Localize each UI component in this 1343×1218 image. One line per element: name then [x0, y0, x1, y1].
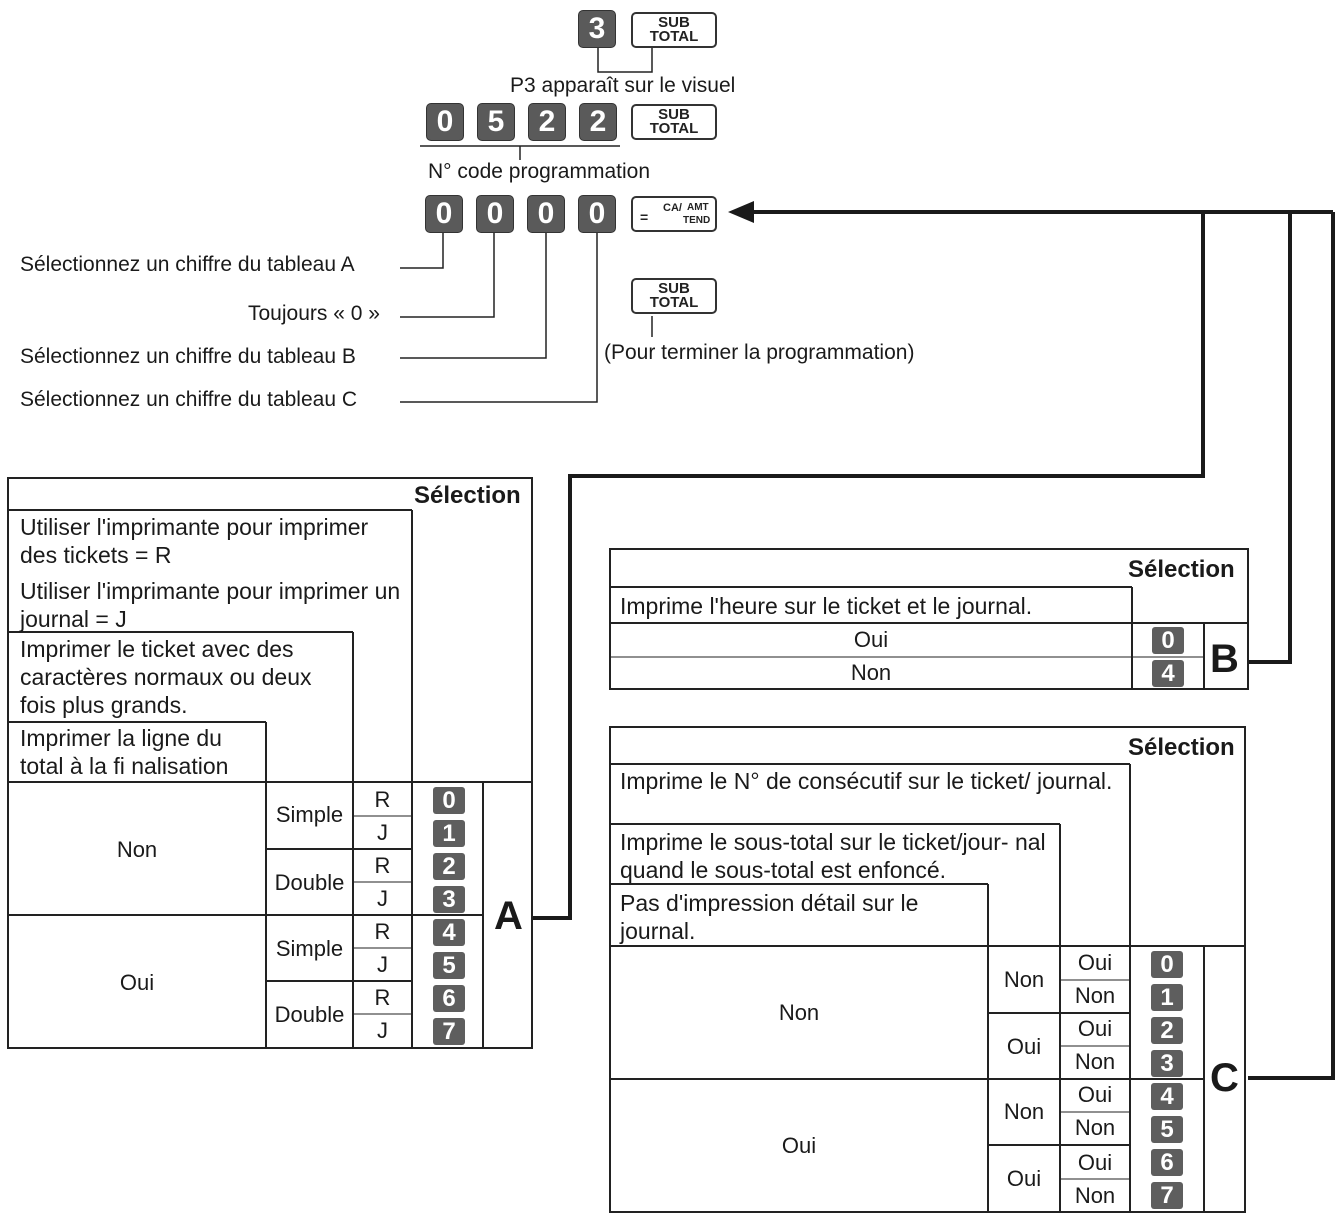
- table-a-q2: Imprimer le ticket avec des caractères normaux ou deux fois plus grands.: [20, 636, 312, 718]
- table-a-value: 1: [433, 820, 465, 847]
- key-2: 2: [579, 103, 617, 141]
- table-c-c: Oui: [1077, 950, 1113, 975]
- table-c-a-oui: Oui: [781, 1133, 817, 1158]
- table-a-q3: Imprimer la ligne du total à la fi nalisation: [20, 725, 229, 779]
- ca-key-tend: TEND: [683, 215, 711, 226]
- table-c-value: 4: [1151, 1083, 1183, 1110]
- callout-always-zero: Toujours « 0 »: [248, 302, 380, 325]
- table-b-value: 4: [1152, 660, 1184, 687]
- ca-key-amt: AMT: [687, 202, 709, 213]
- table-a-value: 5: [433, 952, 465, 979]
- callout-table-a: Sélectionnez un chiffre du tableau A: [20, 253, 355, 276]
- table-a-value: 4: [433, 919, 465, 946]
- table-c-q2: Imprime le sous-total sur le ticket/jour- nal quand le sous-total est enfoncé.: [620, 829, 1046, 883]
- table-a-size-double: Double: [274, 1002, 345, 1027]
- subtotal-key-line2: TOTAL: [649, 294, 699, 311]
- table-b-oui: Oui: [853, 627, 889, 652]
- table-a-value: 0: [433, 787, 465, 814]
- table-c-value: 5: [1151, 1116, 1183, 1143]
- table-b-q1: Imprime l'heure sur le ticket et le journal.: [620, 593, 1033, 619]
- table-c-header: Sélection: [1128, 734, 1235, 761]
- table-a-rj: J: [377, 1018, 388, 1043]
- key-0: 0: [425, 195, 463, 233]
- ca-key-equals: =: [640, 209, 649, 225]
- key-0: 0: [426, 103, 464, 141]
- table-a-size-simple: Simple: [275, 936, 344, 961]
- table-a-q1a: Utiliser l'imprimante pour imprimer des tickets = R: [20, 514, 369, 568]
- step2-note: N° code programmation: [428, 160, 650, 183]
- subtotal-key: [631, 104, 717, 140]
- table-c-c: Oui: [1077, 1016, 1113, 1041]
- table-b-value: 0: [1152, 627, 1184, 654]
- table-a-rj: R: [374, 787, 391, 812]
- table-c-value: 6: [1151, 1149, 1183, 1176]
- table-c-c: Non: [1074, 1115, 1116, 1140]
- table-c-a-non: Non: [778, 1000, 820, 1025]
- table-c-c: Oui: [1077, 1150, 1113, 1175]
- table-a-rj: J: [377, 952, 388, 977]
- table-c-b: Non: [1003, 1099, 1045, 1124]
- table-c-q1: Imprime le N° de consécutif sur le ticket/ journal.: [620, 768, 1113, 794]
- subtotal-key-line1: SUB: [658, 280, 690, 297]
- table-a-letter: A: [494, 894, 523, 938]
- subtotal-key-line1: SUB: [658, 106, 690, 123]
- table-c-b: Oui: [1006, 1034, 1042, 1059]
- ca-amt-tend-key: [631, 196, 717, 232]
- key-5: 5: [477, 103, 515, 141]
- table-a-value: 2: [433, 853, 465, 880]
- table-a-header: Sélection: [414, 482, 521, 509]
- callout-table-b: Sélectionnez un chiffre du tableau B: [20, 345, 356, 368]
- ca-key-ca: CA/: [663, 202, 682, 214]
- table-a-size-double: Double: [274, 870, 345, 895]
- table-a-rj: R: [374, 853, 391, 878]
- table-a-total-oui: Oui: [119, 970, 155, 995]
- table-b-non: Non: [850, 660, 892, 685]
- table-a-rj: J: [377, 820, 388, 845]
- finish-note: (Pour terminer la programmation): [604, 341, 915, 364]
- key-2: 2: [528, 103, 566, 141]
- key-0: 0: [578, 195, 616, 233]
- table-a-total-non: Non: [116, 837, 158, 862]
- table-a-value: 6: [433, 985, 465, 1012]
- table-b-letter: B: [1210, 637, 1239, 681]
- table-c-b: Oui: [1006, 1166, 1042, 1191]
- key-3: 3: [578, 10, 616, 48]
- table-a-size-simple: Simple: [275, 802, 344, 827]
- table-a-value: 3: [433, 886, 465, 913]
- table-a-value: 7: [433, 1018, 465, 1045]
- table-c-value: 2: [1151, 1017, 1183, 1044]
- subtotal-key-line1: SUB: [658, 14, 690, 31]
- key-0: 0: [476, 195, 514, 233]
- subtotal-key: [631, 278, 717, 314]
- table-a-q1b: Utiliser l'imprimante pour imprimer un journal = J: [20, 578, 401, 632]
- subtotal-key-line2: TOTAL: [649, 28, 699, 45]
- table-c-q3: Pas d'impression détail sur le journal.: [620, 890, 919, 944]
- table-c-c: Non: [1074, 983, 1116, 1008]
- table-c-c: Non: [1074, 1183, 1116, 1208]
- step1-note: P3 apparaît sur le visuel: [510, 74, 736, 97]
- key-0: 0: [527, 195, 565, 233]
- table-b-header: Sélection: [1128, 556, 1235, 583]
- table-c-value: 3: [1151, 1050, 1183, 1077]
- callout-table-c: Sélectionnez un chiffre du tableau C: [20, 388, 358, 411]
- subtotal-key-line2: TOTAL: [649, 120, 699, 137]
- table-a-rj: R: [374, 919, 391, 944]
- table-c-letter: C: [1210, 1056, 1239, 1100]
- table-c-b: Non: [1003, 967, 1045, 992]
- table-a-rj: J: [377, 886, 388, 911]
- table-c-value: 7: [1151, 1182, 1183, 1209]
- table-c-c: Oui: [1077, 1082, 1113, 1107]
- subtotal-key: [631, 12, 717, 48]
- table-c-value: 1: [1151, 984, 1183, 1011]
- table-a-rj: R: [374, 985, 391, 1010]
- table-c-value: 0: [1151, 951, 1183, 978]
- table-c-c: Non: [1074, 1049, 1116, 1074]
